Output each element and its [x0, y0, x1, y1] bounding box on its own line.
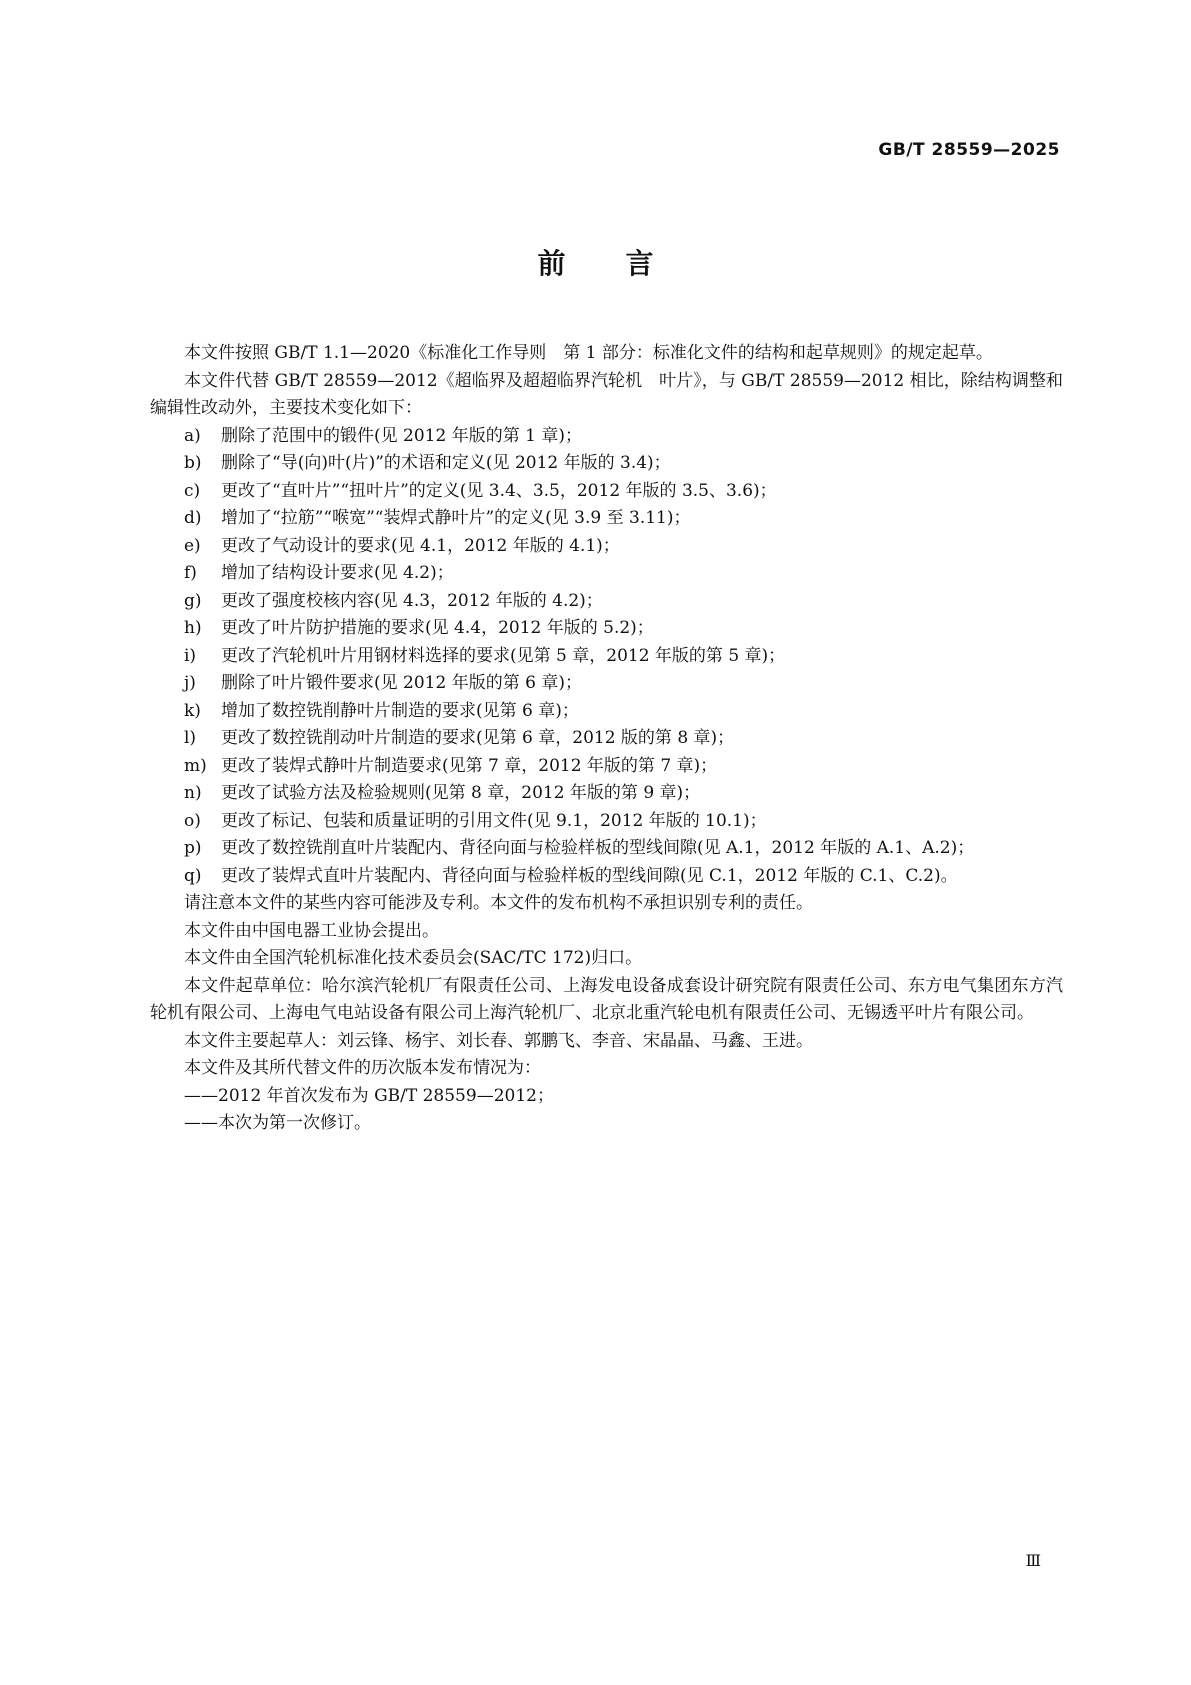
document-body — [150, 340, 1063, 1138]
patent-notice: 请注意本文件的某些内容可能涉及专利。本文件的发布机构不承担识别专利的责任。 — [184, 893, 813, 913]
list-item — [150, 863, 1063, 891]
list-item — [150, 780, 1063, 808]
list-item — [150, 725, 1063, 753]
list-item — [150, 588, 1063, 616]
proposed-by: 本文件由中国电器工业协会提出。 — [184, 920, 439, 941]
list-text: 增加了“拉筋”“喉宽”“装焊式静叶片”的定义(见 3.9 至 3.11)； — [221, 508, 691, 528]
list-item: ——2012 年首次发布为 GB/T 28559—2012； — [184, 1085, 554, 1106]
list-item — [150, 423, 1063, 451]
managed-by: 本文件由全国汽轮机标准化技术委员会(SAC/TC 172)归口。 — [184, 948, 643, 968]
list-text: 增加了数控铣削静叶片制造的要求(见第 6 章)； — [221, 700, 579, 721]
page-number: Ⅲ — [1025, 1551, 1041, 1570]
list-marker: h) — [184, 618, 202, 638]
intro-paragraph: 本文件按照 GB/T 1.1—2020《标准化工作导则 第 1 部分：标准化文件的结构和起草规则》的规定起草。 — [184, 343, 993, 363]
list-marker: p) — [184, 838, 202, 858]
list-text: 删除了“导(向)叶(片)”的术语和定义(见 2012 年版的 3.4)； — [221, 453, 671, 473]
page-title: 前言 — [537, 247, 714, 280]
list-text: 更改了强度校核内容(见 4.3，2012 年版的 4.2)； — [221, 590, 603, 611]
list-marker: j) — [184, 673, 196, 693]
list-marker: g) — [184, 590, 202, 611]
main-drafters: 本文件主要起草人：刘云锋、杨宇、刘长春、郭鹏飞、李音、宋晶晶、马鑫、王进。 — [184, 1030, 813, 1051]
list-marker: e) — [184, 535, 201, 556]
list-item — [150, 533, 1063, 561]
list-item — [150, 808, 1063, 836]
list-item — [150, 835, 1063, 863]
list-marker: c) — [184, 480, 201, 501]
list-text: 更改了数控铣削动叶片制造的要求(见第 6 章，2012 版的第 8 章)； — [221, 728, 735, 748]
list-item — [150, 753, 1063, 781]
standard-code: GB/T 28559—2025 — [878, 140, 1060, 160]
list-text: 更改了叶片防护措施的要求(见 4.4，2012 年版的 5.2)； — [221, 618, 654, 638]
list-marker: d) — [184, 508, 202, 528]
list-marker: i) — [184, 645, 197, 666]
list-item: ——本次为第一次修订。 — [184, 1113, 371, 1133]
list-item — [150, 643, 1063, 671]
list-item — [150, 698, 1063, 726]
list-text: 删除了叶片锻件要求(见 2012 年版的第 6 章)； — [221, 673, 582, 693]
list-item — [150, 615, 1063, 643]
changes-list — [150, 423, 1063, 891]
list-item — [150, 478, 1063, 506]
list-text: 更改了汽轮机叶片用钢材料选择的要求(见第 5 章，2012 年版的第 5 章)； — [221, 645, 786, 666]
list-marker: k) — [184, 700, 201, 721]
drafting-units: 本文件起草单位：哈尔滨汽轮机厂有限责任公司、上海发电设备成套设计研究院有限责任公司、东方电气集团东方汽轮机有限公司、上海电气电站设备有限公司上海汽轮机厂、北京北重汽轮电机有限责任公司、无锡透平叶片有限公司。 — [150, 975, 1063, 1023]
list-text: 删除了范围中的锻件(见 2012 年版的第 1 章)； — [221, 425, 582, 446]
list-text: 更改了数控铣削直叶片装配内、背径向面与检验样板的型线间隙(见 A.1，2012 年版的 A.1、A.2)； — [221, 838, 975, 858]
list-marker: a) — [184, 425, 201, 446]
list-marker: q) — [184, 865, 202, 886]
list-item — [150, 560, 1063, 588]
list-item — [150, 670, 1063, 698]
list-marker: o) — [184, 810, 201, 831]
list-marker: f) — [184, 563, 197, 583]
list-text: 更改了“直叶片”“扭叶片”的定义(见 3.4、3.5，2012 年版的 3.5、3.6)； — [221, 480, 777, 501]
list-text: 更改了试验方法及检验规则(见第 8 章，2012 年版的第 9 章)； — [221, 783, 701, 803]
list-marker: n) — [184, 783, 202, 803]
list-text: 更改了标记、包装和质量证明的引用文件(见 9.1，2012 年版的 10.1)； — [221, 810, 767, 831]
list-marker: l) — [184, 728, 197, 748]
list-text: 更改了装焊式直叶片装配内、背径向面与检验样板的型线间隙(见 C.1，2012 年版的 C.1、C.2)。 — [221, 865, 958, 886]
list-item — [150, 505, 1063, 533]
list-marker: b) — [184, 453, 202, 473]
list-text: 更改了气动设计的要求(见 4.1，2012 年版的 4.1)； — [221, 535, 620, 556]
list-text: 更改了装焊式静叶片制造要求(见第 7 章，2012 年版的第 7 章)； — [221, 755, 718, 776]
replacement-paragraph: 本文件代替 GB/T 28559—2012《超临界及超超临界汽轮机 叶片》，与 GB/T 28559—2012 相比，除结构调整和编辑性改动外，主要技术变化如下： — [150, 370, 1063, 418]
version-history-list — [150, 1083, 1063, 1138]
list-text: 增加了结构设计要求(见 4.2)； — [221, 563, 454, 583]
list-marker: m) — [184, 755, 207, 776]
list-item — [150, 450, 1063, 478]
history-intro: 本文件及其所代替文件的历次版本发布情况为： — [184, 1058, 541, 1078]
